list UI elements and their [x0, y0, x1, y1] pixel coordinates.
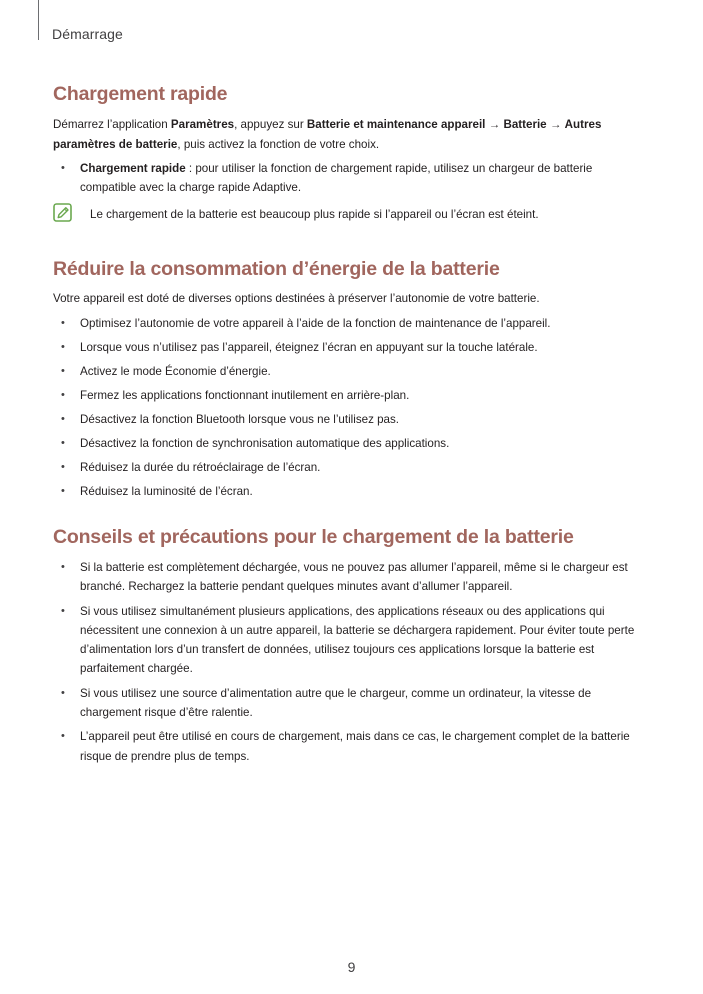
list-item-text: Activez le mode Économie d’énergie. — [80, 364, 271, 378]
bullet-glyph: • — [61, 436, 65, 449]
list-item — [53, 362, 645, 381]
list-item-text: Si vous utilisez simultanément plusieurs applications, des applications réseaux ou des applications qui nécessitent une connexion à un autre appareil, la batterie se déchargera rapidement. Pour éviter toute perte d’alimentation lors d’un transfert de données, utilisez toujours ces applications lorsque la batterie est parfaitement chargée. — [80, 604, 635, 676]
section-title-fast-charging: Chargement rapide — [53, 83, 228, 105]
page-number: 9 — [347, 959, 356, 975]
bullet-glyph: • — [61, 340, 65, 353]
reduce-consumption-bullets — [53, 314, 645, 501]
tips-bullets — [53, 558, 645, 766]
list-item — [53, 482, 645, 501]
bullet-glyph: • — [61, 730, 65, 743]
list-item-text: Lorsque vous n’utilisez pas l’appareil, éteignez l’écran en appuyant sur la touche latérale. — [80, 340, 538, 354]
bullet-bold-term: Chargement rapide — [80, 162, 186, 175]
list-item-text: Si la batterie est complètement déchargée, vous ne pouvez pas allumer l’appareil, même si le chargeur est branché. Rechargez la batterie pendant quelques minutes avant d’allumer l’appareil. — [80, 561, 628, 594]
section-title-reduce-consumption: Réduire la consommation d’énergie de la batterie — [53, 258, 500, 280]
header-rule — [38, 0, 39, 40]
bullet-glyph: • — [61, 412, 65, 425]
list-item-text: Désactivez la fonction de synchronisation automatique des applications. — [80, 436, 450, 450]
note-box — [53, 203, 653, 227]
list-item-text: Désactivez la fonction Bluetooth lorsque vous ne l’utilisez pas. — [80, 412, 400, 426]
chapter-title: Démarrage — [52, 26, 123, 42]
list-item-text: Optimisez l’autonomie de votre appareil à l’aide de la fonction de maintenance de l’appareil. — [80, 317, 551, 330]
list-item-text: Réduisez la durée du rétroéclairage de l’écran. — [80, 460, 321, 474]
note-pencil-icon — [53, 203, 73, 223]
list-item — [53, 410, 645, 429]
list-item — [53, 727, 645, 766]
list-item-text: Fermez les applications fonctionnant inutilement en arrière-plan. — [80, 388, 410, 402]
fast-charging-bullets — [53, 159, 645, 198]
list-item — [53, 558, 645, 597]
list-item-text: Si vous utilisez une source d’alimentation autre que le chargeur, comme un ordinateur, la vitesse de chargement risque d’être ralentie. — [80, 686, 592, 720]
bullet-glyph: • — [61, 388, 65, 401]
list-item — [53, 602, 645, 679]
list-item-text: L’appareil peut être utilisé en cours de chargement, mais dans ce cas, le chargement complet de la batterie risque de prendre plus de temps. — [80, 730, 630, 763]
bullet-glyph: • — [61, 460, 65, 473]
bullet-glyph: • — [61, 317, 65, 329]
bullet-glyph: • — [61, 686, 65, 699]
fast-charging-intro: Démarrez l’application Paramètres, appuyez sur Batterie et maintenance appareil → Batterie → Autres paramètres de batterie, puis activez la fonction de votre choix. — [53, 118, 602, 151]
list-item — [53, 684, 645, 723]
list-item — [53, 338, 645, 357]
section-title-tips: Conseils et précautions pour le chargement de la batterie — [53, 526, 574, 548]
list-item — [53, 159, 645, 198]
bullet-glyph: • — [61, 561, 65, 573]
bullet-glyph: • — [61, 604, 65, 617]
list-item — [53, 386, 645, 405]
note-text: Le chargement de la batterie est beaucoup plus rapide si l’appareil ou l’écran est éteint. — [90, 208, 539, 221]
bullet-glyph: • — [61, 162, 65, 174]
list-item-text: Réduisez la luminosité de l’écran. — [80, 484, 253, 498]
list-item — [53, 314, 645, 333]
bullet-text: : pour utiliser la fonction de chargement rapide, utilisez un chargeur de batterie compatible avec la charge rapide Adaptive. — [80, 162, 593, 195]
bullet-glyph: • — [61, 484, 65, 497]
list-item — [53, 434, 645, 453]
list-item — [53, 458, 645, 477]
reduce-consumption-intro: Votre appareil est doté de diverses options destinées à préserver l’autonomie de votre batterie. — [53, 292, 540, 305]
bullet-glyph: • — [61, 364, 65, 377]
